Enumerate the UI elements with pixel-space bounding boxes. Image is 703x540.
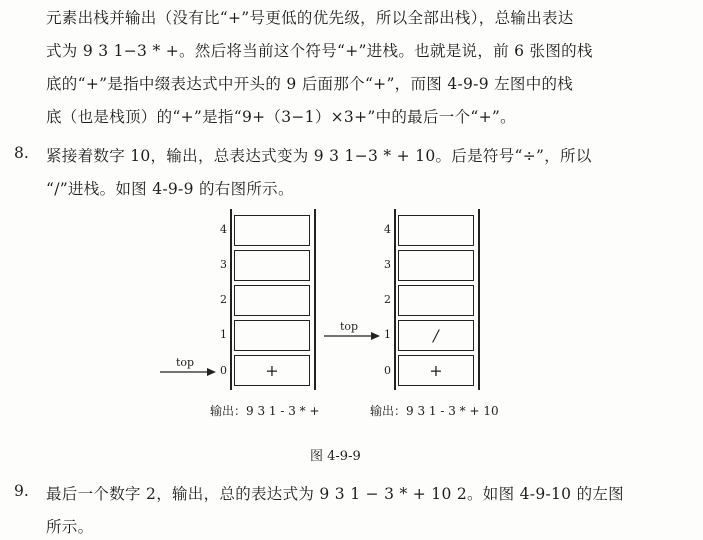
left-top-label: top — [176, 356, 195, 369]
item-8-line-2: “/”进栈。如图 4-9-9 的右图所示。 — [46, 180, 294, 198]
item-9-line-1: 最后一个数字 2，输出，总的表达式为 9 3 1 − 3 * + 10 2。如图 4-9-10 的左图 — [46, 485, 624, 503]
right-stack-cell-1: / — [398, 320, 474, 351]
paragraph-top-line-3: 底的“+”是指中缀表达式中开头的 9 后面那个“+”，而图 4-9-9 左图中的栈 — [46, 75, 574, 93]
left-stack-rail-right — [314, 209, 316, 390]
left-stack-cell-2 — [234, 285, 310, 316]
right-stack-index-3: 3 — [384, 258, 391, 271]
right-top-label: top — [340, 320, 359, 333]
right-stack-index-2: 2 — [384, 293, 391, 306]
item-8-number: 8. — [14, 144, 29, 162]
right-output: 输出：9 3 1 - 3 * + 10 — [370, 404, 499, 418]
left-top-arrow-icon — [160, 366, 216, 378]
left-stack-index-4: 4 — [220, 223, 227, 236]
right-stack-cell-0: + — [398, 355, 474, 386]
item-9-line-2: 所示。 — [46, 518, 94, 536]
left-stack-index-3: 3 — [220, 258, 227, 271]
paragraph-top-line-2: 式为 9 3 1−3 * +。然后将当前这个符号“+”进栈。也就是说，前 6 张图的栈 — [46, 42, 593, 60]
left-stack-rail-left — [230, 209, 232, 390]
left-stack-cell-3 — [234, 250, 310, 281]
right-stack-cell-2 — [398, 285, 474, 316]
left-stack — [230, 209, 316, 390]
item-9-number: 9. — [14, 482, 29, 500]
right-stack-index-1: 1 — [384, 328, 391, 341]
figure-caption: 图 4-9-9 — [310, 449, 361, 464]
left-stack-index-0: 0 — [220, 364, 227, 377]
item-8-line-1: 紧接着数字 10，输出，总表达式变为 9 3 1−3 * + 10。后是符号“÷”，所以 — [46, 147, 592, 165]
left-stack-cell-4 — [234, 215, 310, 246]
paragraph-top-line-1: 元素出栈并输出（没有比“+”号更低的优先级，所以全部出栈），总输出表达 — [46, 9, 574, 27]
left-stack-index-2: 2 — [220, 293, 227, 306]
right-stack-rail-left — [394, 209, 396, 390]
right-stack-rail-right — [478, 209, 480, 390]
right-stack-cell-3 — [398, 250, 474, 281]
left-output: 输出：9 3 1 - 3 * + — [210, 404, 320, 418]
right-top-arrow-icon — [324, 330, 380, 342]
paragraph-top-line-4: 底（也是栈顶）的“+”是指“9+（3−1）×3+”中的最后一个“+”。 — [46, 108, 516, 126]
right-stack-index-4: 4 — [384, 223, 391, 236]
right-stack-index-0: 0 — [384, 364, 391, 377]
left-stack-index-1: 1 — [220, 328, 227, 341]
right-stack — [394, 209, 480, 390]
left-stack-cell-1 — [234, 320, 310, 351]
right-stack-cell-4 — [398, 215, 474, 246]
left-stack-cell-0: + — [234, 355, 310, 386]
